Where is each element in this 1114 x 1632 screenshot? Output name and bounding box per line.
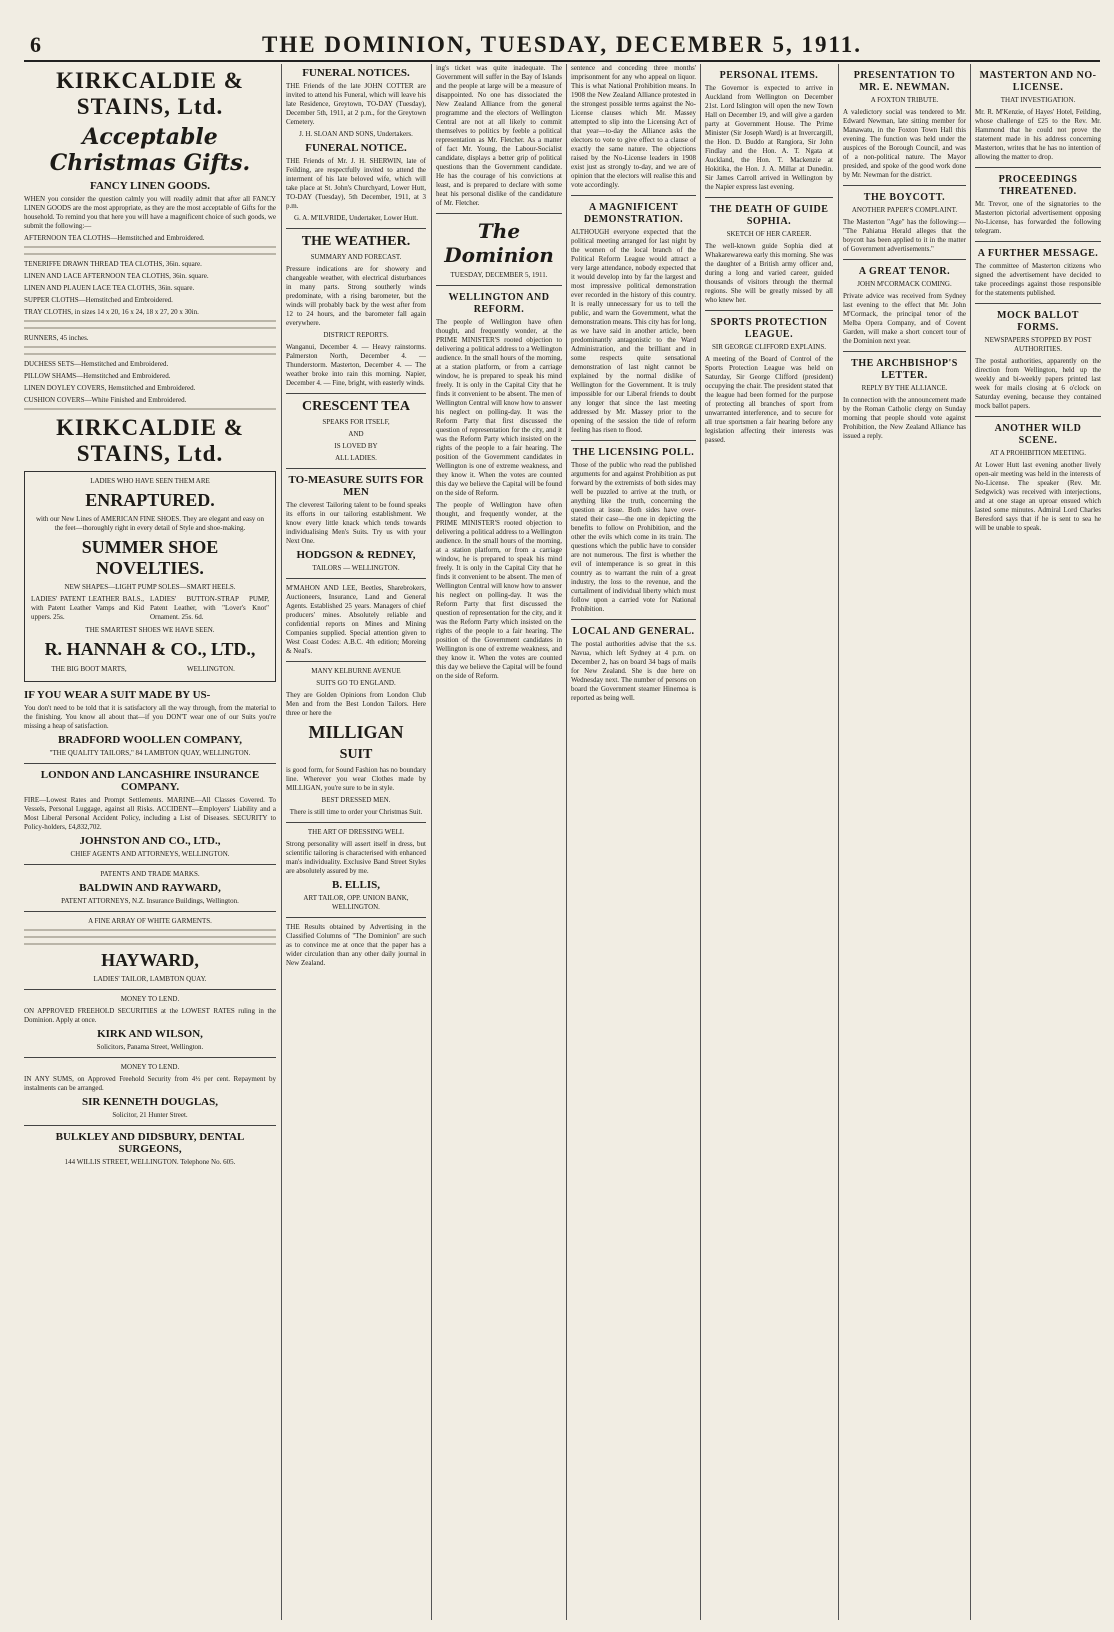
- presentation-heading: PRESENTATION TO MR. E. NEWMAN.: [853, 70, 956, 93]
- ladies-line: LADIES WHO HAVE SEEN THEM ARE: [90, 477, 210, 485]
- linen-item: TRAY CLOTHS, in sizes 14 x 20, 16 x 24, 18 x 27, 20 x 30in.: [24, 308, 199, 316]
- johnston-name: JOHNSTON AND CO., LTD.,: [79, 835, 221, 847]
- approved-securities: ON APPROVED FREEHOLD SECURITIES at the LOWEST RATES ruling in the Dominion. Apply at once.: [24, 1007, 276, 1024]
- editorial-body: The people of Wellington have often thought, and frequently wonder, at the PRIME MINISTER'S rooted objection to delivering a political address to a Wellington audience. In the small hours of the morning, at a station platform, or from a carriage window, he is prepared to speak his mind freely. It is only in the Capital City that he finds it convenient to be absent. The men of Wellington Central will know how to answer his neglect on polling-day. It was the Reform Party that first discussed the question of representation for the city, and it was the Reform Party which insisted on the rights of the people to a fair hearing. The position of the Government candidates in Wellington is one of extreme weakness, and they know it. When the votes are counted this day we believe the Capital will be found on the side of Reform.: [436, 318, 562, 497]
- crescent-line: IS LOVED BY: [334, 442, 378, 450]
- funeral-notice-heading: FUNERAL NOTICE.: [305, 142, 407, 154]
- mock-ballot-subheading: NEWSPAPERS STOPPED BY POST AUTHORITIES.: [984, 336, 1092, 353]
- boycott-body: The Masterton "Age" has the following:— "The Pahiatua Herald alleges that the boycott has been applied to it in the matter of Government advertisements.": [843, 218, 966, 253]
- suit-heading: IF YOU WEAR A SUIT MADE BY US-: [24, 689, 211, 701]
- suit-body: You don't need to be told that it is satisfactory all the way through, from the material to the finishing. You know all about that—if you DON'T wear one of our Suits you're missing a heap of satisfaction.: [24, 704, 276, 730]
- demonstration-body: ALTHOUGH everyone expected that the political meeting arranged for last night by the women of the local branch of the Political Reform League would attract a very large attendance, nobody expected that it would develop into by far the largest and most impressive political demonstration ever recorded in the history of this country. It is really unnecessary for us to tell the public, and warn the Government, what the demonstration means. This city has for long, as we have said in another article, been predominantly antagonistic to the Ward Administration, and the brilliant and in some respects quite sensational demonstration of last night cannot be explained by the normal dislike of Wellington for the Government. It is truly impossible for our Liberal friends to doubt any longer that since the last meeting addressed by Mr. Massey prior to the opening of the session the tide of reform feeling has risen to flood.: [571, 228, 696, 434]
- weather-heading: THE WEATHER.: [301, 234, 411, 249]
- summer-shoe-heading: SUMMER SHOE NOVELTIES.: [81, 537, 219, 578]
- linen-item: LINEN AND PLAUEN LACE TEA CLOTHS, 36in. square.: [24, 284, 195, 292]
- measure-suits-heading: TO-MEASURE SUITS FOR MEN: [288, 474, 424, 498]
- weather-subheading: SUMMARY AND FORECAST.: [310, 253, 402, 261]
- funeral-signature-1: J. H. SLOAN AND SONS, Undertakers.: [299, 130, 413, 138]
- price-lines: [24, 408, 276, 410]
- news-column: [705, 64, 833, 1620]
- funeral-notice-1: THE Friends of the late JOHN COTTER are invited to attend his Funeral, which will leave his late Residence, Greytown, TO-DAY (Tuesday), December 5th, 1911, at 2 p.m., for the Greytown Cemetery.: [286, 82, 426, 126]
- big-boot-marts: THE BIG BOOT MARTS,: [51, 665, 127, 673]
- weather-body: Pressure indications are for showery and changeable weather, with electrical disturbances in many parts. Strong southerly winds predominate, with a rising barometer, but the winds will probably back by the west after from 12 to 24 hours, and the barometer fall again everywhere.: [286, 265, 426, 327]
- threatened-body: Mr. Trevor, one of the signatories to the Masterton pictorial advertisement opposing No-License, has forwarded the following telegram.: [975, 200, 1101, 235]
- kelburne-line: MANY KELBURNE AVENUE: [311, 667, 401, 675]
- column-rule: [281, 64, 282, 1620]
- investigation-body: Mr. R. M'Kenzie, of Hayes' Hotel, Feilding, whose challenge of £25 to the Rev. Mr. Hammond that he could not prove the statement made in his address concerning Masterton, writes that he has no intention of allowing the matter to drop.: [975, 108, 1101, 161]
- news-column: [571, 64, 696, 1620]
- column-rule: [970, 64, 971, 1620]
- mock-ballot-body: The postal authorities, apparently on the direction from Wellington, held up the weekly and bi-weekly papers printed last week for mails closing at 6 o'clock on Saturday evening, because they contained mock ballot papers.: [975, 357, 1101, 410]
- page-number: 6: [30, 32, 41, 57]
- bulkley-name: BULKLEY AND DIDSBURY, DENTAL SURGEONS,: [55, 1131, 245, 1155]
- local-heading: LOCAL AND GENERAL.: [572, 626, 695, 637]
- dressing-heading: THE ART OF DRESSING WELL: [307, 828, 405, 836]
- mahon-advert: M'MAHON AND LEE, Beetles, Sharebrokers, Auctioneers, Insurance, Land and General Agents. Established 25 years. Managers of chief producers' mines. Absolutely reliable and confidential reports on Mines and Mining Companies supplied. Special attention given to West Coast Codes: A.B.C. 4th edition; Moreing & Neal's.: [286, 584, 426, 655]
- fancy-linen-heading: FANCY LINEN GOODS.: [89, 180, 211, 192]
- money-lend-line: MONEY TO LEND.: [120, 1063, 180, 1071]
- editorial-column: [436, 64, 562, 1620]
- enraptured-heading: ENRAPTURED.: [85, 490, 215, 510]
- baldwin-name: BALDWIN AND RAYWARD,: [79, 882, 221, 894]
- funeral-signature-2: G. A. M'ILVRIDE, Undertaker, Lower Hutt.: [294, 214, 418, 222]
- tenor-body: Private advice was received from Sydney last evening to the effect that Mr. John M'Cormack, the principal tenor of the Melba Opera Company, and of Covent Garden, will make a short concert tour of the Dominion next year.: [843, 292, 966, 345]
- kenneth-name: SIR KENNETH DOUGLAS,: [81, 1096, 218, 1108]
- death-subheading: SKETCH OF HER CAREER.: [726, 230, 812, 238]
- hannah-name: R. HANNAH & CO., LTD.,: [44, 639, 256, 659]
- banner-date: TUESDAY, DECEMBER 5, 1911.: [450, 271, 548, 279]
- licensing-body: Those of the public who read the published arguments for and against Prohibition as put forward by the extremists of both sides may well be puzzled to arrive at the truth, or anything like the truth, concerning the question at issue. Both sides have over-stated their case—the one in depicting the benefits to follow on Prohibition, and the other the evils which come in its train. The questions which the public have to consider are not numerous. The first is whether the evil of intemperance is so great in this country as to warrant the ruin of a great industry, the loss to the revenue, and the curtailment of individual liberty which must follow upon a carried vote for National Prohibition.: [571, 461, 696, 613]
- dominion-banner: The Dominion: [444, 219, 554, 267]
- death-heading: THE DEATH OF GUIDE SOPHIA.: [709, 204, 829, 227]
- suit-heading: SUIT: [339, 747, 373, 762]
- bradford-address: "THE QUALITY TAILORS," 84 LAMBTON QUAY, WELLINGTON.: [49, 749, 251, 757]
- masthead: [24, 30, 1100, 62]
- article-continued: sentence and conceding three months' imprisonment for any who appeal on liquor. This is what National Prohibition means. In 1908 the New Zealand Alliance protested in the strongest possible terms against the No-License clauses which Mr. Massey attempted to slip into the Licensing Act of that year—to-day the Alliance asks the electors to vote to give effect to a clause of exactly the same nature. The objections raised by the No-License leaders in 1908 exist just as strongly to-day, and we are of opinion that the electors will realise this and vote accordingly.: [571, 64, 696, 189]
- kirk-wilson-name: KIRK AND WILSON,: [97, 1028, 203, 1040]
- article-continued: ing's ticket was quite inadequate. The Government will suffer in the Bay of Islands and the people at large will be a measure of disappointed. No one has dissociated the New Zealand Alliance from the general programme and the electors of Wellington Central are not at all likely to commit themselves to politics by feeble a political representation as Mr. Fletcher. As a matter of fact Mr. Young, the Labour-Socialist candidate, displays a better grip of political questions than the Government candidate. He has the courage of his convictions at least, and is prepared to declare with some heat his personal dislike of the candidature of Mr. Fletcher.: [436, 64, 562, 207]
- personal-heading: PERSONAL ITEMS.: [719, 70, 819, 81]
- smartest-line: THE SMARTEST SHOES WE HAVE SEEN.: [85, 626, 215, 634]
- wild-scene-body: At Lower Hutt last evening another lively open-air meeting was held in the interests of No-License. The speaker (Rev. Mr. Sedgwick) was received with interjections, and at one stage an uproar ensued which lasted some minutes. Admiral Lord Charles Beresford says that if he is sent to sea he will be unable to speak.: [975, 461, 1101, 532]
- linen-intro: WHEN you consider the question calmly you will readily admit that after all FANCY LINEN GOODS are the most appropriate, as they are the most acceptable of Gifts for the household. To remind you that here you will have a magnificent choice of such goods, we submit the following:—: [24, 195, 276, 230]
- hannah-shoe-advert: [24, 471, 276, 682]
- boycott-heading: THE BOYCOTT.: [863, 192, 946, 203]
- kirkcaldie-footer: KIRKCALDIE & STAINS, Ltd.: [56, 415, 244, 466]
- hayward-sub: LADIES' TAILOR, LAMBTON QUAY.: [93, 975, 207, 983]
- demonstration-heading: A MAGNIFICENT DEMONSTRATION.: [583, 202, 684, 225]
- hodgson-sub: TAILORS — WELLINGTON.: [312, 564, 400, 572]
- editorial-body: The people of Wellington have often thought, and frequently wonder, at the PRIME MINISTER'S rooted objection to delivering a political address to a Wellington audience. In the small hours of the morning, at a station platform, or from a carriage window, he is prepared to speak his mind freely. It is only in the Capital City that he finds it convenient to be absent. The men of Wellington Central will know how to answer his neglect on polling-day. It was the Reform Party that first discussed the question of representation for the city, and it was the Reform Party which insisted on the rights of the people to a fair hearing. The position of the Government candidates in Wellington is one of extreme weakness, and they know it. When the votes are counted this day we believe the Capital will be found on the side of Reform.: [436, 501, 562, 680]
- column-rule: [566, 64, 567, 1620]
- foxton-body: A valedictory social was tendered to Mr. Edward Newman, late sitting member for Manawatu, in the Foxton Town Hall this evening. The function was held under the auspices of the Borough Council, and was of a non-political nature. The Mayor presided, and spoke of the good work done by Mr. Newman for the district.: [843, 108, 966, 179]
- news-column: [843, 64, 966, 1620]
- wild-scene-subheading: AT A PROHIBITION MEETING.: [990, 449, 1086, 457]
- linen-item: CUSHION COVERS—White Finished and Embroidered.: [24, 396, 187, 404]
- archbishop-body: In connection with the announcement made by the Roman Catholic clergy on Sunday morning that people should vote against Prohibition, the New Zealand Alliance has issued a reply.: [843, 396, 966, 440]
- archbishop-heading: THE ARCHBISHOP'S LETTER.: [851, 358, 958, 381]
- order-line: There is still time to order your Christmas Suit.: [289, 808, 423, 816]
- linen-item: RUNNERS, 45 inches.: [24, 334, 89, 342]
- crescent-line: SPEAKS FOR ITSELF,: [322, 418, 390, 426]
- notices-column: [286, 64, 426, 1620]
- new-shapes-line: NEW SHAPES—LIGHT PUMP SOLES—SMART HEELS.: [64, 583, 236, 591]
- kelburne-sub: SUITS GO TO ENGLAND.: [316, 679, 396, 687]
- further-body: The committee of Masterton citizens who signed the advertisement have decided to take proceedings against those responsible for the statements published.: [975, 262, 1101, 297]
- funeral-notice-2: THE Friends of Mr. J. H. SHERWIN, late of Feilding, are respectfully invited to attend the interment of his late beloved wife, which will take place at St. John's Churchyard, Lower Hutt, TO-DAY (Tuesday), 5th December, 1911, at 3 p.m.: [286, 157, 426, 210]
- measure-suits-body: The cleverest Tailoring talent to be found speaks its efforts in our tailoring establishment. We know every little knack which tends towards individualising Men's Suits. Try us with your Next One.: [286, 501, 426, 545]
- mock-ballot-heading: MOCK BALLOT FORMS.: [997, 310, 1079, 333]
- further-heading: A FURTHER MESSAGE.: [977, 248, 1099, 259]
- linen-item: LINEN AND LACE AFTERNOON TEA CLOTHS, 36in. square.: [24, 272, 209, 280]
- linen-item: SUPPER CLOTHS—Hemstitched and Embroidered.: [24, 296, 173, 304]
- news-column: [975, 64, 1101, 1620]
- kelburne-body: They are Golden Opinions from London Club Men and from the Best London Tailors. Here three or here the: [286, 691, 426, 717]
- sports-heading: SPORTS PROTECTION LEAGUE.: [710, 317, 828, 340]
- crescent-tea-heading: CRESCENT TEA: [301, 399, 411, 414]
- kirkcaldie-heading: KIRKCALDIE & STAINS, Ltd.: [56, 68, 244, 119]
- results-advert: THE Results obtained by Advertising in the Classified Columns of "The Dominion" are such as to convince me at once that the paper has a wider circulation than any other daily journal in New Zealand.: [286, 923, 426, 967]
- shoe-intro: with our New Lines of AMERICAN FINE SHOES. They are elegant and easy on the feet—thoroughly right in every detail of Style and shoe-making.: [35, 515, 265, 532]
- hannah-city: WELLINGTON.: [187, 665, 235, 673]
- linen-item: PILLOW SHAMS—Hemstitched and Embroidered.: [24, 372, 171, 380]
- johnston-sub: CHIEF AGENTS AND ATTORNEYS, WELLINGTON.: [70, 850, 230, 858]
- price-lines: [24, 346, 276, 355]
- shoe-right: LADIES' BUTTON-STRAP PUMP, Patent Leather, with "Lover's Knot" Ornament. 25s. 6d.: [150, 595, 269, 621]
- sports-body: A meeting of the Board of Control of the Sports Protection League was held on Saturday, Sir George Clifford (president) occupying the chair. The president stated that the league had been formed for the purpose of protecting all branches of sport from unwarranted interference, and to secure for all true sportsmen a fair hearing before any legislation affecting their interests was passed.: [705, 355, 833, 444]
- crescent-line: ALL LADIES.: [335, 454, 377, 462]
- local-body: The postal authorities advise that the s.s. Navua, which left Sydney at 4 p.m. on December 2, has on board 34 bags of mails for New Zealand. She is due here on Wednesday next. The number of persons on board the Government steamer Hinemoa is reported as being well.: [571, 640, 696, 702]
- licensing-heading: THE LICENSING POLL.: [572, 447, 695, 458]
- funeral-notices-heading: FUNERAL NOTICES.: [302, 67, 410, 79]
- boycott-subheading: ANOTHER PAPER'S COMPLAINT.: [851, 206, 958, 214]
- advertisement-column: [24, 64, 276, 1620]
- milligan-heading: MILLIGAN: [308, 722, 404, 742]
- foxton-heading: A FOXTON TRIBUTE.: [870, 96, 939, 104]
- linen-item: AFTERNOON TEA CLOTHS—Hemstitched and Embroidered.: [24, 234, 205, 242]
- district-heading: DISTRICT REPORTS.: [323, 331, 389, 339]
- hayward-name: HAYWARD,: [101, 950, 199, 970]
- death-body: The well-known guide Sophia died at Whakarewarewa early this morning. She was the daughter of a British army officer and, during a long and varied career, guided thousands of visitors through the thermal regions. She will be greatly missed by all who knew her.: [705, 242, 833, 304]
- sports-subheading: SIR GEORGE CLIFFORD EXPLAINS.: [712, 343, 826, 351]
- ellis-name: B. ELLIS,: [332, 879, 380, 891]
- hodgson-name: HODGSON & REDNEY,: [296, 549, 416, 561]
- any-sums: IN ANY SUMS, on Approved Freehold Security from 4½ per cent. Repayment by instalments can be arranged.: [24, 1075, 276, 1092]
- masthead-title: THE DOMINION, TUESDAY, DECEMBER 5, 1911.: [262, 32, 862, 57]
- district-body: Wanganui, December 4. — Heavy rainstorms. Palmerston North, December 4. — Thunderstorm. Masterton, December 4. — The weather broke into rain this morning. Napier, December 4. — Fine, bright, with easterly winds.: [286, 343, 426, 387]
- editorial-heading: WELLINGTON AND REFORM.: [448, 292, 550, 315]
- milligan-body: is good form, for Sound Fashion has no boundary line. Wherever you wear Clothes made by MILLIGAN, you're sure to be in style.: [286, 766, 426, 792]
- bulkley-sub: 144 WILLIS STREET, WELLINGTON. Telephone No. 605.: [64, 1158, 236, 1166]
- fine-array-line: A FINE ARRAY OF WHITE GARMENTS.: [88, 917, 212, 925]
- tenor-heading: A GREAT TENOR.: [858, 266, 951, 277]
- baldwin-sub: PATENT ATTORNEYS, N.Z. Insurance Buildings, Wellington.: [61, 897, 239, 905]
- london-insurance-body: FIRE—Lowest Rates and Prompt Settlements. MARINE—All Classes Covered. To Vessels, Personal Luggage, against all Risks. ACCIDENT—Employers' Liability and a Most Liberal Personal Accident Policy, including a List of Diseases. SECURITY to Policy-holders, £4,832,702.: [24, 796, 276, 831]
- best-dressed-line: BEST DRESSED MEN.: [321, 796, 391, 804]
- patents-line: PATENTS AND TRADE MARKS.: [100, 870, 200, 878]
- dressing-body: Strong personality will assert itself in dress, but scientific tailoring is characterised with enhanced man's individuality. Exclusive Band Street Styles are absolutely assured by me.: [286, 840, 426, 875]
- shoe-left: LADIES' PATENT LEATHER BALS., with Patent Leather Vamps and Kid uppers. 25s.: [31, 595, 144, 621]
- garment-list: [24, 929, 276, 945]
- crescent-line: AND: [348, 430, 364, 438]
- threatened-heading: PROCEEDINGS THREATENED.: [998, 174, 1078, 197]
- london-insurance-heading: LONDON AND LANCASHIRE INSURANCE COMPANY.: [40, 769, 260, 793]
- kenneth-sub: Solicitor, 21 Hunter Street.: [112, 1111, 188, 1119]
- column-rule: [838, 64, 839, 1620]
- kirk-wilson-sub: Solicitors, Panama Street, Wellington.: [96, 1043, 204, 1051]
- tenor-subheading: JOHN M'CORMACK COMING.: [857, 280, 952, 288]
- wild-scene-heading: ANOTHER WILD SCENE.: [994, 423, 1082, 446]
- acceptable-gifts-heading: Acceptable Christmas Gifts.: [49, 124, 251, 176]
- personal-body: The Governor is expected to arrive in Auckland from Wellington on December 21st. Lord Islington will open the new Town Hall on December 19, and will give a garden party at Government House. The Prime Minister (Sir Joseph Ward) is at Invercargill, the Hon. D. Buddo at Rangiora, Sir John Findlay and the Hon. A. T. Ngata at Auckland, the Hon. T. Mackenzie at Hokitika, the Hon. J. A. Millar at Dunedin. Sir James Carroll arrived in Wellington by the Napier express last evening.: [705, 84, 833, 191]
- linen-item: LINEN DOYLEY COVERS, Hemstitched and Embroidered.: [24, 384, 196, 392]
- price-lines: [24, 320, 276, 329]
- investigation-heading: THAT INVESTIGATION.: [1000, 96, 1076, 104]
- masterton-heading: MASTERTON AND NO-LICENSE.: [979, 70, 1097, 93]
- archbishop-subheading: REPLY BY THE ALLIANCE.: [861, 384, 948, 392]
- column-rule: [700, 64, 701, 1620]
- linen-item: TENERIFFE DRAWN THREAD TEA CLOTHS, 36in. square.: [24, 260, 202, 268]
- money-lend-line: MONEY TO LEND.: [120, 995, 180, 1003]
- column-rule: [431, 64, 432, 1620]
- linen-item: DUCHESS SETS—Hemstitched and Embroidered.: [24, 360, 169, 368]
- ellis-sub: ART TAILOR, OPP. UNION BANK, WELLINGTON.: [303, 894, 409, 911]
- bradford-name: BRADFORD WOOLLEN COMPANY,: [57, 734, 243, 746]
- price-lines: [24, 246, 276, 255]
